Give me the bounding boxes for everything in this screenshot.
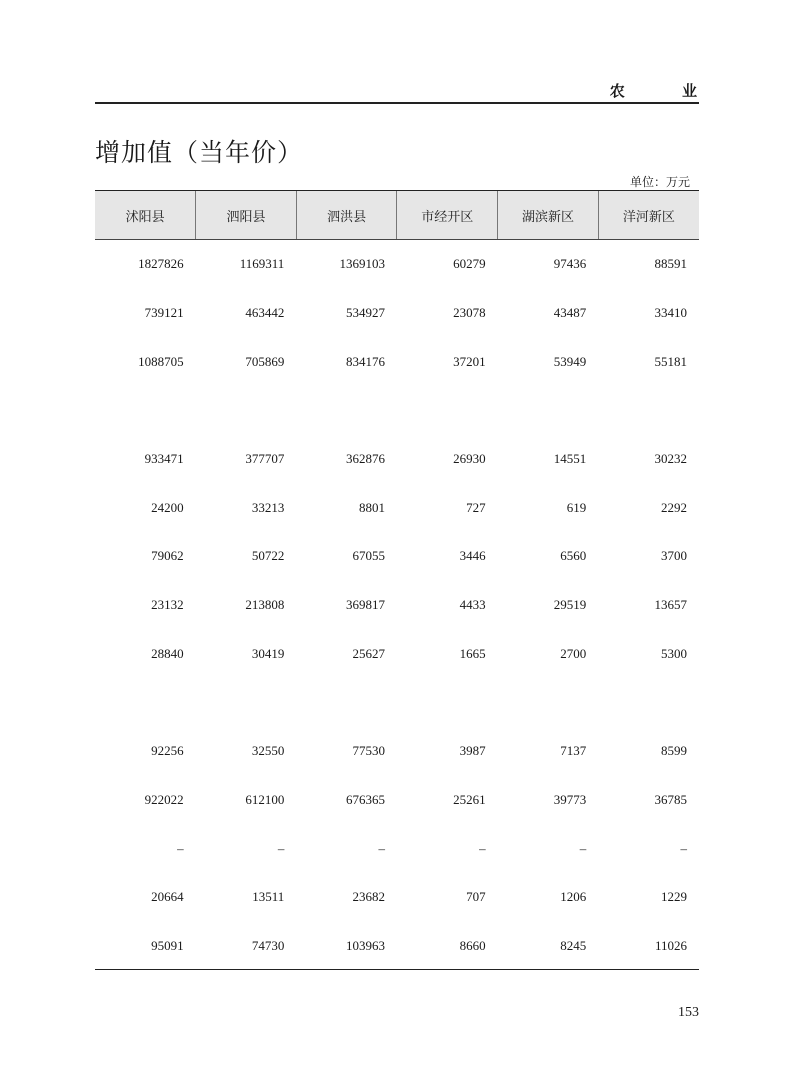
table-cell: – [579, 840, 587, 856]
table-row [95, 824, 699, 873]
table-cell [296, 678, 397, 727]
table-cell: 39773 [553, 791, 587, 807]
table-row [95, 240, 699, 289]
table-row [95, 483, 699, 532]
table-row [95, 727, 699, 776]
table-cell: 14551 [553, 451, 587, 467]
table-cell: 60279 [453, 256, 486, 272]
data-table-container [95, 190, 699, 970]
table-cell: 28840 [151, 645, 184, 661]
column-header: 沭阳县 [95, 191, 196, 240]
table-cell: 32550 [251, 743, 285, 759]
table-cell: 55181 [654, 353, 687, 369]
table-cell: 213808 [245, 597, 285, 613]
table-cell: 25261 [453, 791, 486, 807]
table-cell: 53949 [553, 353, 587, 369]
table-cell: 37201 [453, 353, 486, 369]
section-label: 农 业 [609, 82, 723, 100]
table-row [95, 386, 699, 435]
table-row [95, 337, 699, 386]
table-cell [598, 386, 699, 435]
unit-label: 单位：万元 [629, 175, 690, 189]
table-cell: 1827826 [138, 256, 184, 272]
table-cell [296, 386, 397, 435]
table-cell: 4433 [459, 597, 486, 613]
table-cell: 43487 [553, 305, 587, 321]
table-cell: 2700 [560, 645, 587, 661]
table-cell [196, 386, 297, 435]
table-cell: 8801 [358, 499, 385, 515]
table-cell: – [680, 840, 687, 856]
table-cell: 103963 [345, 937, 385, 953]
table-cell: 8245 [560, 937, 587, 953]
table-cell: 95091 [151, 937, 184, 953]
table-cell: 1169311 [239, 256, 285, 272]
table-row [95, 532, 699, 581]
column-header: 市经开区 [397, 191, 498, 240]
table-cell: 727 [466, 499, 486, 515]
table-cell: 619 [566, 499, 587, 515]
table-cell [598, 678, 699, 727]
table-cell: 463442 [245, 305, 285, 321]
running-header [95, 78, 723, 104]
table-cell: 23682 [352, 889, 385, 905]
table-cell: 11026 [654, 937, 687, 953]
table-row [95, 873, 699, 922]
page-title: 增加值（当年价） [95, 138, 304, 167]
table-cell: 1665 [459, 645, 486, 661]
table-cell: 3987 [459, 743, 486, 759]
table-cell: – [378, 840, 385, 856]
table-cell: 92256 [151, 743, 184, 759]
table-cell: 30232 [654, 451, 687, 467]
table-cell: 8660 [459, 937, 486, 953]
table-cell: 30419 [251, 645, 285, 661]
table-cell: 1206 [560, 889, 587, 905]
table-cell [95, 678, 196, 727]
column-header: 泗洪县 [296, 191, 397, 240]
table-cell: 29519 [553, 597, 587, 613]
table-cell: 97436 [553, 256, 587, 272]
table-cell: – [277, 840, 285, 856]
bottom-rule [95, 969, 699, 970]
table-cell: 26930 [453, 451, 486, 467]
table-cell: – [177, 840, 184, 856]
table-row [95, 678, 699, 727]
table-cell: 33213 [251, 499, 285, 515]
table-cell: 36785 [654, 791, 687, 807]
table-row [95, 776, 699, 825]
table-row [95, 922, 699, 971]
table-cell: – [479, 840, 486, 856]
table-cell [95, 386, 196, 435]
column-header: 泗阳县 [196, 191, 297, 240]
table-cell: 1369103 [339, 256, 385, 272]
table-row [95, 435, 699, 484]
table-cell: 705869 [245, 353, 285, 369]
data-table [95, 190, 699, 970]
table-header [95, 191, 699, 240]
table-body [95, 240, 699, 971]
table-cell: 933471 [144, 451, 184, 467]
table-cell: 7137 [560, 743, 587, 759]
table-cell: 676365 [345, 791, 385, 807]
table-cell [196, 678, 297, 727]
table-cell: 612100 [245, 791, 285, 807]
table-cell: 33410 [654, 305, 687, 321]
table-cell: 377707 [245, 451, 285, 467]
table-cell: 3700 [661, 548, 687, 564]
table-cell [397, 678, 498, 727]
table-cell: 834176 [345, 353, 385, 369]
table-cell: 6560 [560, 548, 587, 564]
table-cell: 369817 [345, 597, 385, 613]
table-cell [498, 678, 599, 727]
table-row [95, 630, 699, 679]
table-cell: 74730 [251, 937, 285, 953]
table-cell: 24200 [151, 499, 184, 515]
table-cell: 23132 [151, 597, 184, 613]
table-cell: 79062 [151, 548, 184, 564]
table-cell: 25627 [352, 645, 385, 661]
table-cell: 13511 [252, 889, 285, 905]
table-cell: 922022 [144, 791, 184, 807]
table-row [95, 289, 699, 338]
table-cell: 707 [466, 889, 486, 905]
column-header: 湖滨新区 [498, 191, 599, 240]
table-row [95, 581, 699, 630]
table-cell: 8599 [661, 743, 687, 759]
table-cell: 23078 [453, 305, 486, 321]
table-cell: 1088705 [138, 353, 184, 369]
table-cell: 3446 [459, 548, 486, 564]
table-cell: 88591 [654, 256, 687, 272]
table-cell: 13657 [654, 597, 687, 613]
table-cell: 2292 [661, 499, 687, 515]
table-cell [397, 386, 498, 435]
table-cell: 362876 [345, 451, 385, 467]
table-cell: 77530 [352, 743, 385, 759]
table-cell: 1229 [661, 889, 687, 905]
column-header: 洋河新区 [598, 191, 699, 240]
table-cell: 50722 [251, 548, 285, 564]
page-number: 153 [678, 1005, 699, 1020]
table-cell: 20664 [151, 889, 184, 905]
table-cell [498, 386, 599, 435]
table-cell: 5300 [661, 645, 687, 661]
table-cell: 67055 [352, 548, 385, 564]
table-cell: 534927 [345, 305, 385, 321]
table-cell: 739121 [144, 305, 184, 321]
table-header-row [95, 191, 699, 240]
